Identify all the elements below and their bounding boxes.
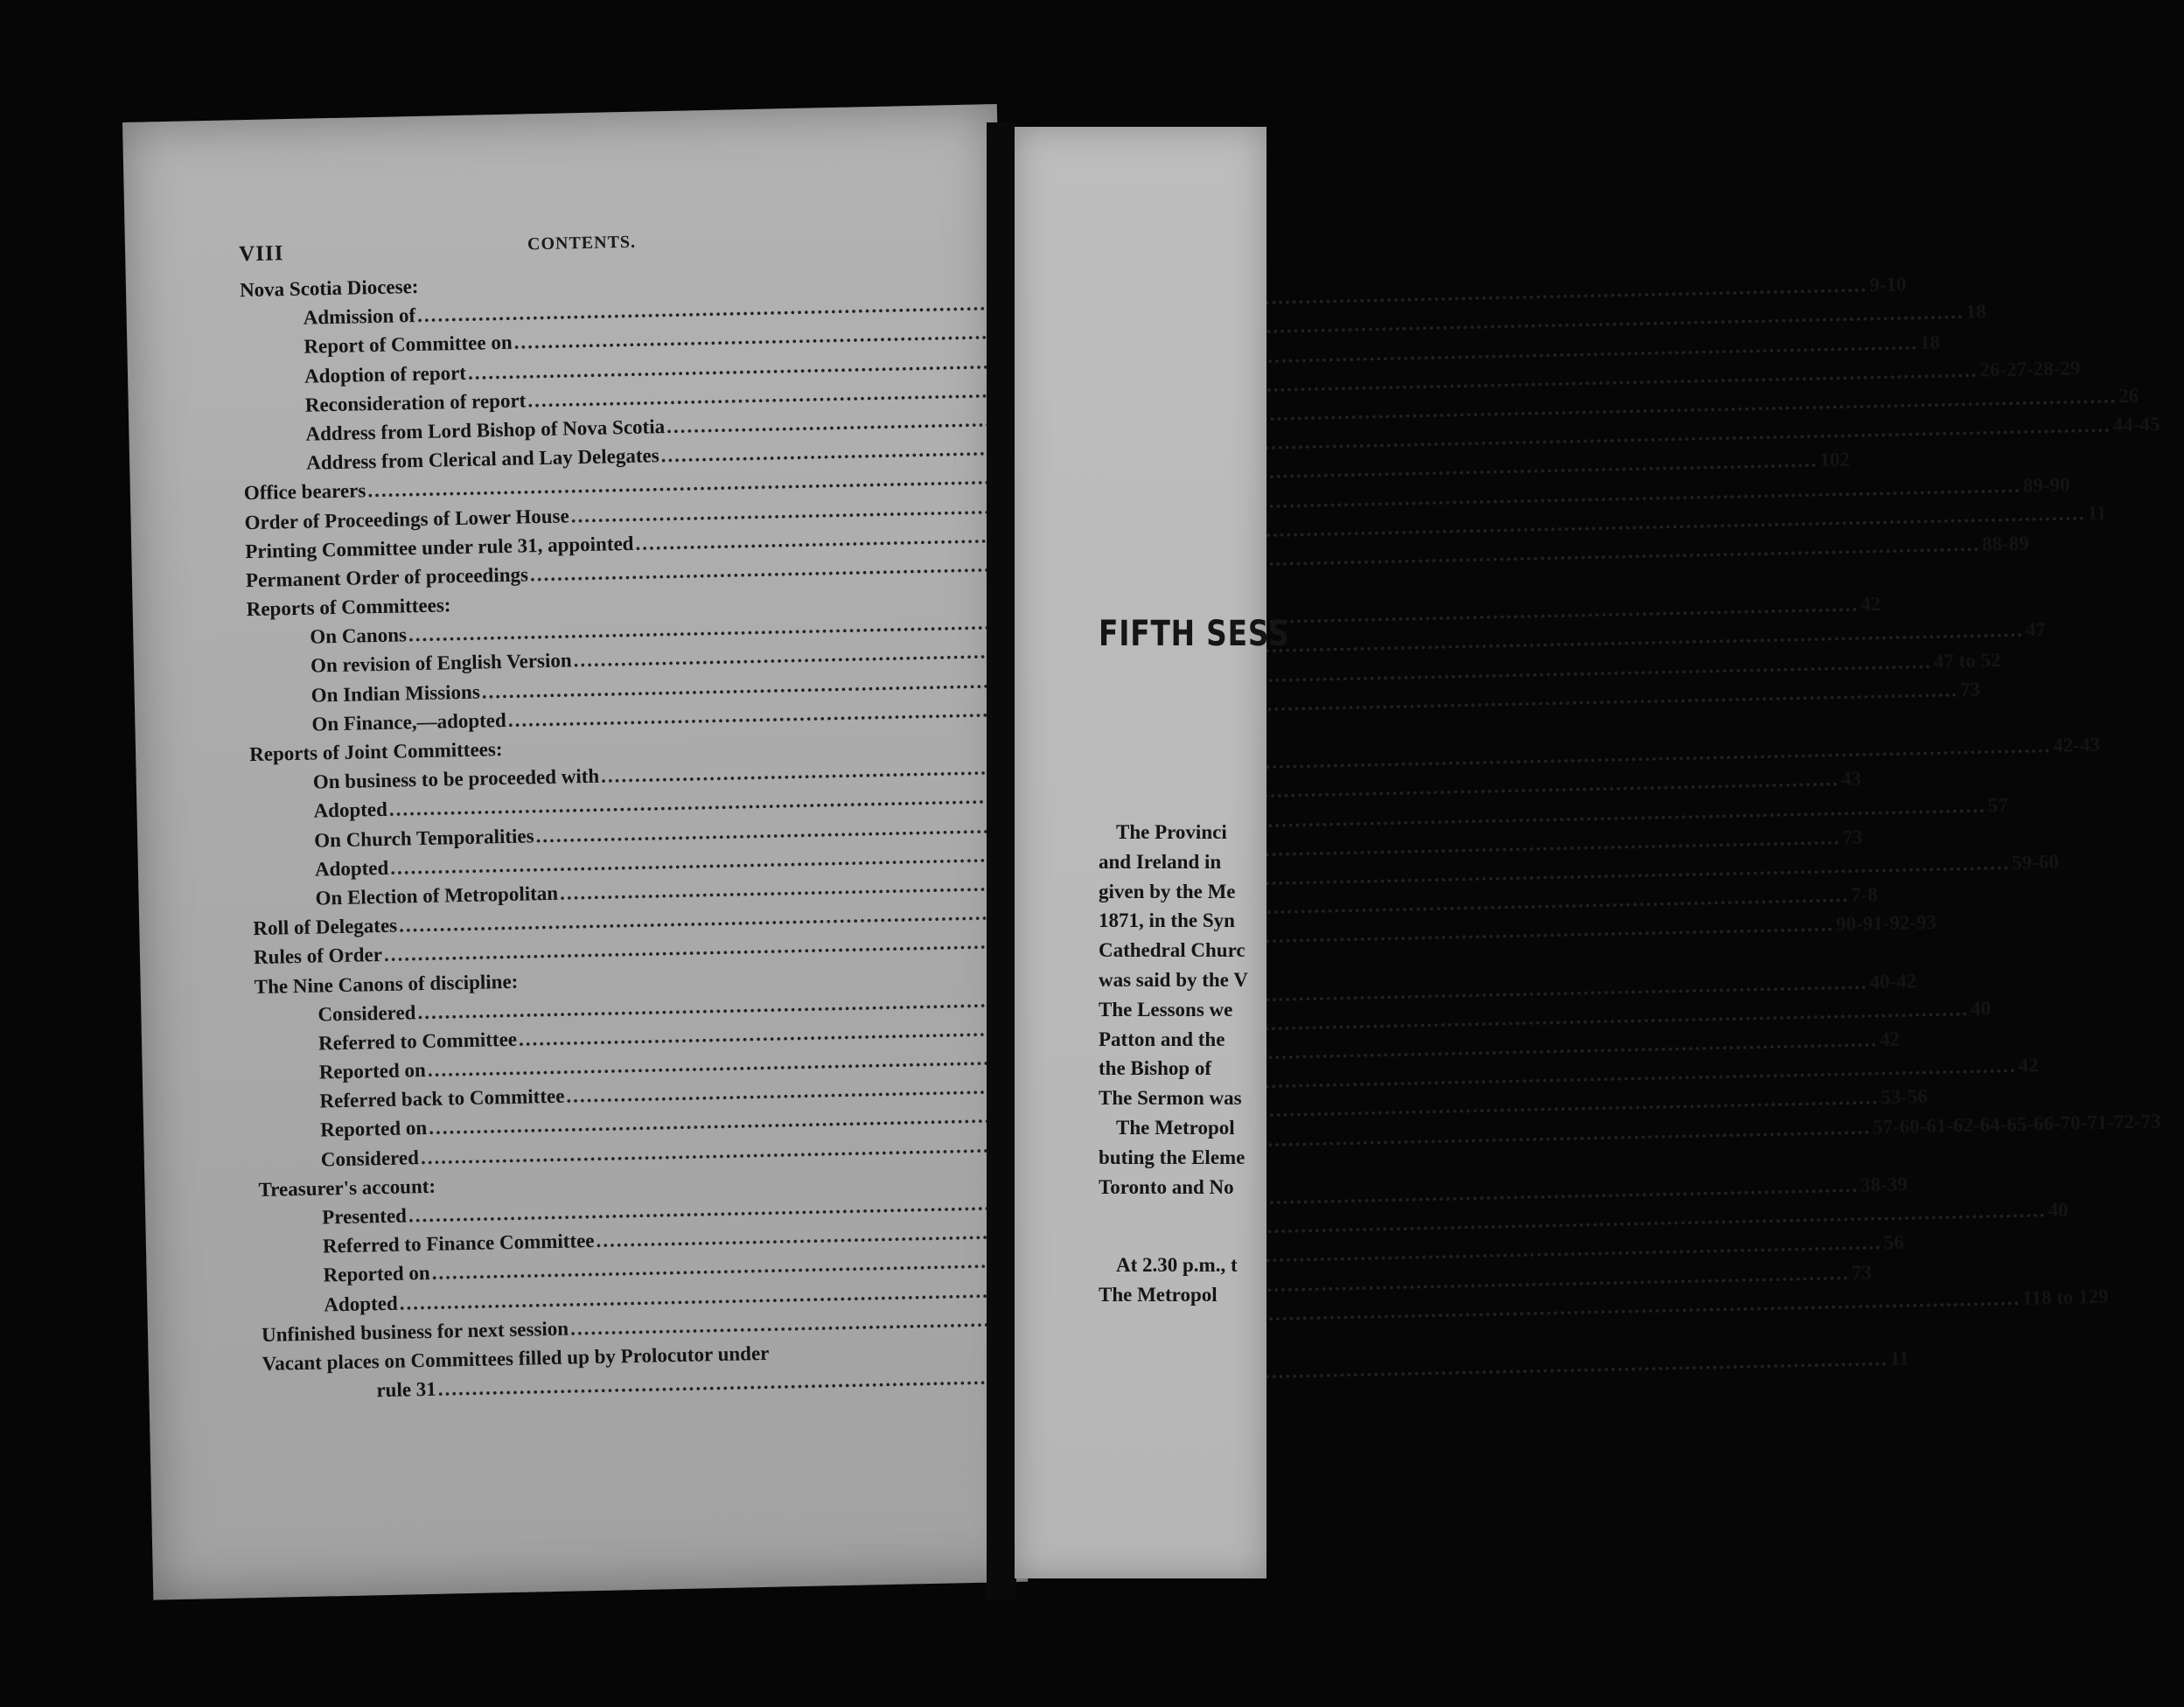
text-line: given by the Me [1099, 880, 1236, 902]
contents-entry: Referred back to Committee ..... 42 [256, 1075, 913, 1118]
contents-entry: Reported on ..... 42 [255, 1045, 912, 1088]
page-number: VIII [238, 241, 284, 267]
contents-entry: On Finance,—adopted ..... 73 [248, 697, 905, 740]
text-line: The Metropol [1116, 1116, 1235, 1139]
text-line: the Bishop of [1099, 1057, 1212, 1080]
text-line: was said by the V [1099, 968, 1248, 991]
text-line: Cathedral Churc [1099, 939, 1246, 962]
contents-section-heading: Reports of Committees: [246, 594, 451, 621]
contents-entry: Adopted ..... 43 [250, 784, 907, 827]
text-line: Toronto and No [1099, 1175, 1234, 1198]
text-line: The Metropol [1099, 1284, 1218, 1306]
contents-section-heading: Reports of Joint Committees: [248, 738, 503, 766]
contents-entry: On Indian Missions ..... 47 to 52 [248, 668, 904, 711]
contents-entry: Order of Proceedings of Lower House ..... 89-90 [244, 494, 901, 537]
contents-entry: Unfinished business for next session ..... 118 to 129 [262, 1306, 918, 1349]
contents-entry: Address from Clerical and Lay Delegates ..... 44-45 [243, 436, 900, 479]
contents-entry: Vacant places on Committees filled up by Prolocutor under [262, 1341, 770, 1375]
contents-entry: Adopted ..... 73 [261, 1278, 918, 1320]
book-gutter [987, 122, 1016, 1600]
text-line: Patton and the [1099, 1028, 1225, 1050]
contents-entry: Permanent Order of proceedings ..... 88-89 [246, 552, 903, 595]
contents-entry: Rules of Order ..... 90-91-92-93 [254, 930, 911, 972]
contents-section-heading: The Nine Canons of discipline: [254, 970, 519, 998]
contents-entry: Considered ..... 40-42 [255, 987, 911, 1030]
session-title: FIFTH SESS [1099, 614, 1290, 654]
contents-section-heading: Nova Scotia Diocese: [239, 275, 419, 302]
text-line: The Lessons we [1099, 998, 1233, 1021]
right-page-text [1099, 818, 1448, 1310]
contents-entry-continuation: rule 31 ..... 11 [262, 1364, 919, 1407]
contents-entry: On Church Temporalities ..... 57 [251, 813, 908, 856]
running-head: CONTENTS. [527, 232, 637, 254]
contents-section-heading: Treasurer's account: [258, 1174, 436, 1201]
contents-entry: Office bearers ..... 102 [244, 465, 901, 508]
text-line: and Ireland in [1099, 850, 1222, 873]
contents-entry: Referred to Finance Committee ..... 40 [260, 1219, 917, 1262]
contents-entry: Referred to Committee ..... 40 [255, 1016, 912, 1059]
contents-entry: Address from Lord Bishop of Nova Scotia ..... 26 [242, 407, 899, 449]
contents-entry: On Canons ..... 42 [247, 610, 904, 653]
contents-entry: Roll of Delegates ..... 7-8 [253, 900, 910, 943]
text-line: At 2.30 p.m., t [1116, 1254, 1238, 1277]
right-page [1015, 127, 1290, 1578]
contents-entry: On business to be proceeded with ..... 42-43 [250, 756, 907, 798]
contents-entry: Reported on ..... 56 [260, 1249, 917, 1292]
contents-entry: Printing Committee under rule 31, appointed ..... 11 [245, 523, 902, 566]
contents-entry: Reconsideration of report ..... 26-27-28-29 [241, 378, 898, 421]
text-line: 1871, in the Syn [1099, 909, 1235, 932]
contents-entry: Admission of ..... 9-10 [240, 291, 897, 334]
text-line: The Provinci [1116, 821, 1227, 843]
contents-entry: Adoption of report ..... 18 [241, 349, 898, 392]
contents-entry: Presented ..... 38-39 [259, 1190, 916, 1233]
contents-entry: On Election of Metropolitan ..... 59-60 [252, 871, 909, 914]
contents-entry: Adopted ..... 73 [252, 842, 909, 885]
contents-entry: Reported on ..... 53-56 [257, 1104, 914, 1146]
contents-entry: On revision of English Version ..... 47 [248, 639, 904, 682]
contents-entry: Report of Committee on ..... 18 [241, 320, 897, 363]
contents-entry: Considered ..... 57-60-61-62-64-65-66-70-71-72-73 [258, 1132, 915, 1175]
text-line: The Sermon was [1099, 1087, 1242, 1110]
text-line: buting the Eleme [1099, 1146, 1246, 1168]
